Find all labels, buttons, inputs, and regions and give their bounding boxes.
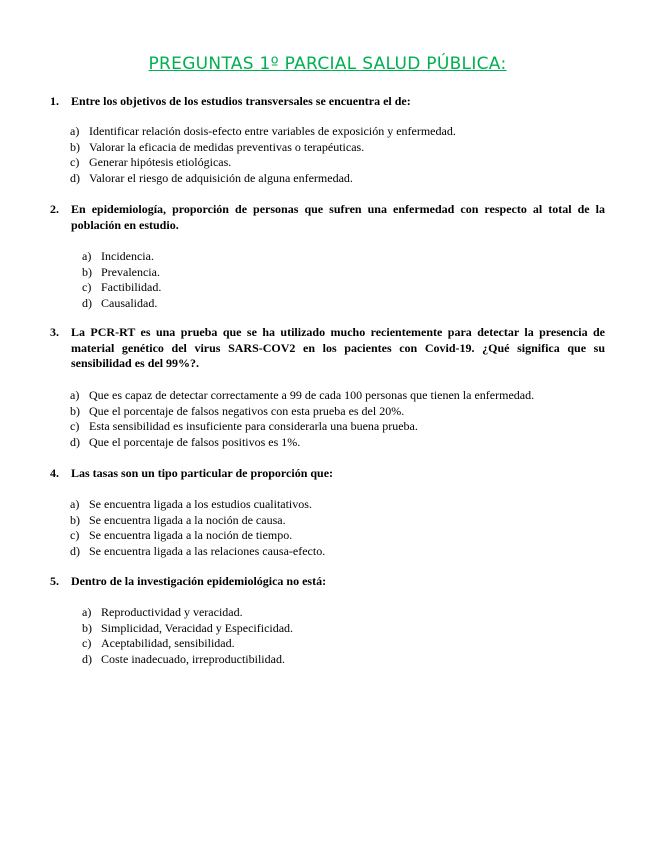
question-1-options <box>70 124 456 186</box>
page-title: PREGUNTAS 1º PARCIAL SALUD PÚBLICA: <box>148 54 507 74</box>
question-3 <box>50 325 605 372</box>
question-5-options <box>82 605 293 667</box>
question-4 <box>50 466 605 482</box>
question-1 <box>50 94 605 110</box>
question-number: 5. <box>50 574 59 588</box>
question-4-options <box>70 497 325 559</box>
option-c: c) Se encuentra ligada a la noción de tiempo. <box>70 528 293 542</box>
option-b: b) Simplicidad, Veracidad y Especificidad. <box>82 620 294 635</box>
option-a: a) Se encuentra ligada a los estudios cualitativos. <box>70 497 312 511</box>
question-3-options <box>70 388 534 450</box>
question-2-options <box>82 249 161 311</box>
option-a: a) Incidencia. <box>82 249 154 263</box>
question-text: Las tasas son un tipo particular de proporción que: <box>71 466 334 480</box>
option-a: a) Que es capaz de detectar correctamente a 99 de cada 100 personas que tienen la enfermedad. <box>70 388 535 402</box>
option-b: b) Prevalencia. <box>82 264 160 279</box>
option-d: d) Que el porcentaje de falsos positivos es 1%. <box>70 434 301 449</box>
option-a: a) Identificar relación dosis-efecto entre variables de exposición y enfermedad. <box>70 124 456 138</box>
option-c: c) Factibilidad. <box>82 280 162 294</box>
option-b: b) Valorar la eficacia de medidas preventivas o terapéuticas. <box>70 139 365 154</box>
question-number: 1. <box>50 94 59 108</box>
question-number: 2. <box>50 202 59 216</box>
option-a: a) Reproductividad y veracidad. <box>82 605 243 619</box>
option-b: b) Se encuentra ligada a la noción de causa. <box>70 512 286 527</box>
question-2 <box>50 202 605 233</box>
option-c: c) Aceptabilidad, sensibilidad. <box>82 636 235 650</box>
question-number: 3. <box>50 325 59 339</box>
question-text: La PCR-RT es una prueba que se ha utilizado mucho recientemente para detectar la presencia de material genético del virus SARS-COV2 en los pacientes con Covid-19. ¿Qué significa que su sensibilidad es del 99%?. <box>71 325 605 370</box>
question-text: Dentro de la investigación epidemiológica no está: <box>71 574 327 588</box>
option-d: d) Se encuentra ligada a las relaciones causa-efecto. <box>70 543 326 558</box>
question-number: 4. <box>50 466 59 480</box>
option-c: c) Esta sensibilidad es insuficiente para considerarla una buena prueba. <box>70 419 418 433</box>
question-text: Entre los objetivos de los estudios transversales se encuentra el de: <box>71 94 411 108</box>
option-c: c) Generar hipótesis etiológicas. <box>70 155 232 169</box>
question-text: En epidemiología, proporción de personas que sufren una enfermedad con respecto al total de la población en estudio. <box>71 202 605 232</box>
question-5 <box>50 574 605 590</box>
option-d: d) Coste inadecuado, irreproductibilidad. <box>82 651 285 666</box>
option-b: b) Que el porcentaje de falsos negativos con esta prueba es del 20%. <box>70 403 405 418</box>
option-d: d) Valorar el riesgo de adquisición de alguna enfermedad. <box>70 170 353 185</box>
option-d: d) Causalidad. <box>82 295 158 310</box>
